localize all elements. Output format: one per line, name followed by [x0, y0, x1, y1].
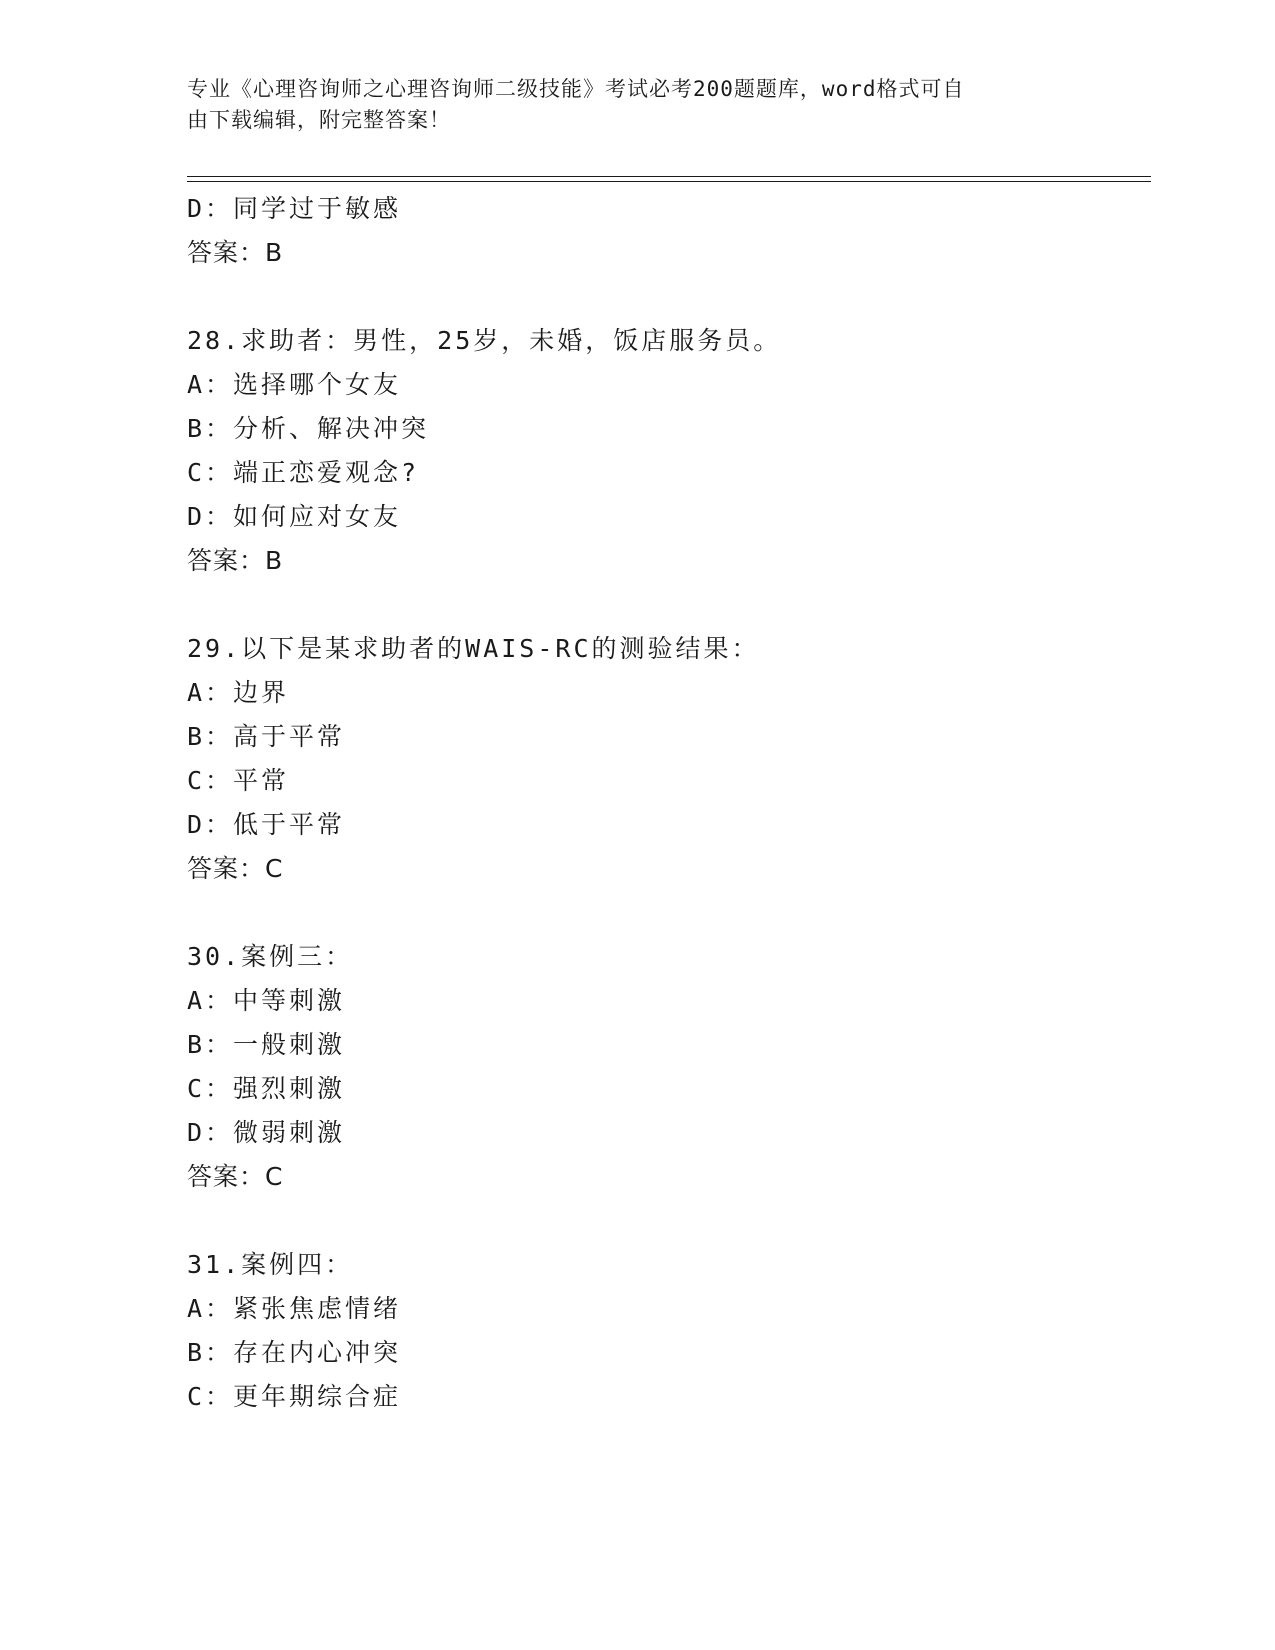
header-line-1: 专业《心理咨询师之心理咨询师二级技能》考试必考200题题库，word格式可自	[187, 77, 965, 101]
prev-answer: 答案：B	[187, 238, 284, 267]
question-30-option-c: C：强烈刺激	[187, 1074, 346, 1103]
question-29-option-d: D：低于平常	[187, 810, 346, 839]
question-30-option-a: A：中等刺激	[187, 986, 346, 1015]
question-31-option-b: B：存在内心冲突	[187, 1338, 402, 1367]
question-29-option-b: B：高于平常	[187, 722, 346, 751]
question-29-option-c: C：平常	[187, 766, 290, 795]
question-29-answer: 答案：C	[187, 854, 284, 883]
question-28-stem: 28.求助者：男性，25岁，未婚，饭店服务员。	[187, 326, 782, 355]
document-header	[187, 74, 1067, 136]
question-29-option-a: A：边界	[187, 678, 290, 707]
question-28-answer: 答案：B	[187, 546, 284, 575]
question-28-option-b: B：分析、解决冲突	[187, 414, 430, 443]
header-divider-top	[187, 176, 1151, 177]
question-28-option-d: D：如何应对女友	[187, 502, 402, 531]
question-30-option-d: D：微弱刺激	[187, 1118, 346, 1147]
question-28-option-a: A：选择哪个女友	[187, 370, 402, 399]
question-30-answer: 答案：C	[187, 1162, 284, 1191]
question-31-stem: 31.案例四：	[187, 1250, 354, 1279]
prev-option-d: D：同学过于敏感	[187, 194, 402, 223]
question-28-option-c: C：端正恋爱观念?	[187, 458, 420, 487]
header-divider-bottom	[187, 181, 1151, 182]
question-31-option-c: C：更年期综合症	[187, 1382, 402, 1411]
header-line-2: 由下载编辑，附完整答案！	[187, 108, 451, 132]
question-30-stem: 30.案例三：	[187, 942, 354, 971]
question-29-stem: 29.以下是某求助者的WAIS-RC的测验结果：	[187, 634, 760, 663]
question-31-option-a: A：紧张焦虑情绪	[187, 1294, 402, 1323]
question-30-option-b: B：一般刺激	[187, 1030, 346, 1059]
